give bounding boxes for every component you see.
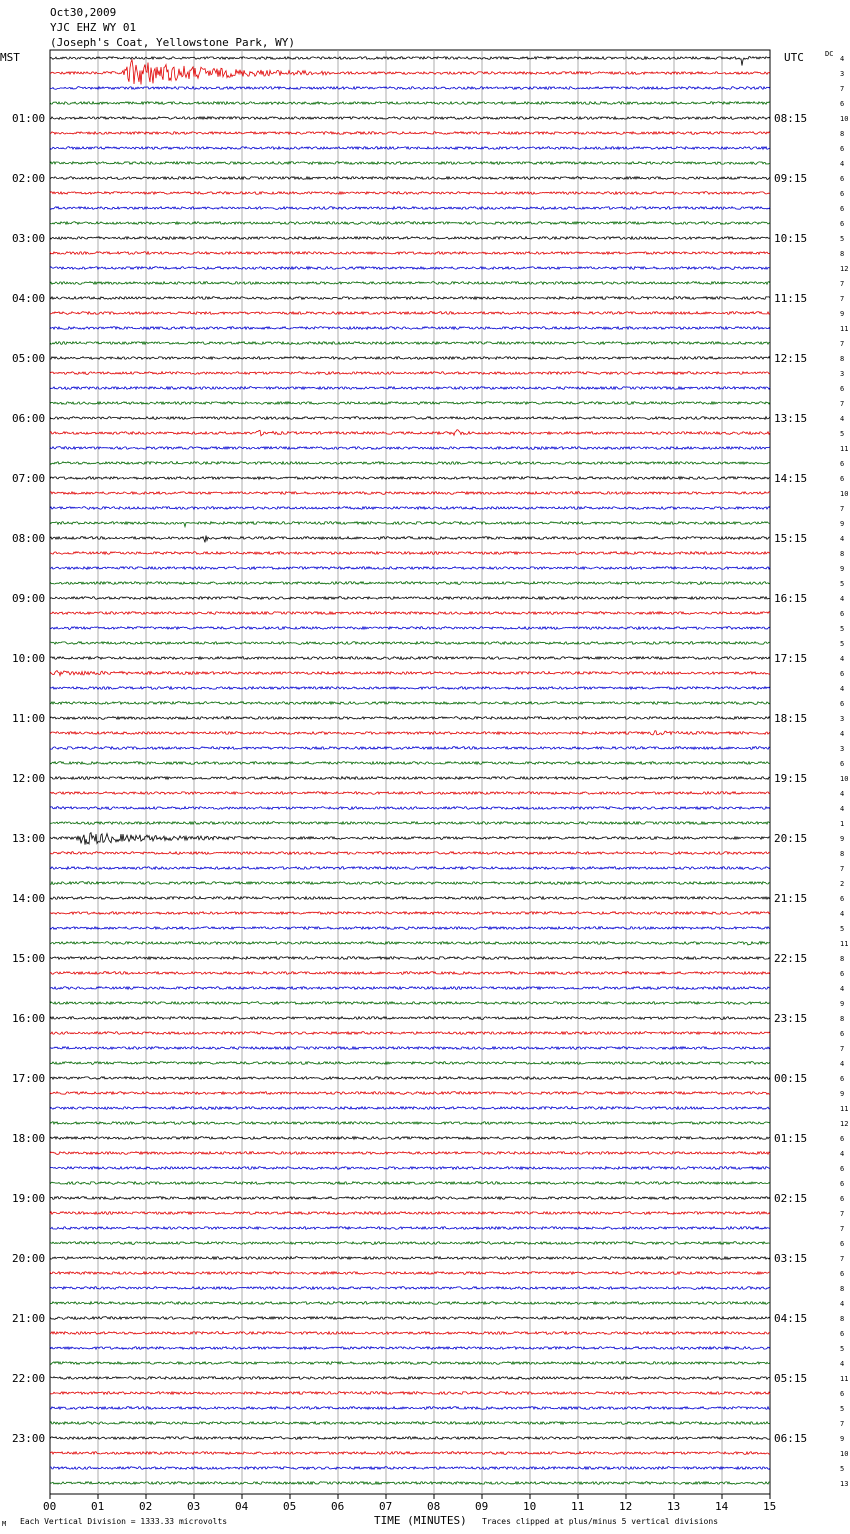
- dc-offset-label: 7: [840, 1045, 845, 1053]
- trace-row: [50, 852, 770, 855]
- right-hour-label: 23:15: [774, 1012, 808, 1025]
- dc-offset-label: 6: [840, 100, 845, 108]
- dc-offset-label: 6: [840, 1075, 845, 1083]
- dc-offset-label: 5: [840, 1465, 845, 1473]
- trace-row: [50, 207, 770, 210]
- dc-offset-label: 7: [840, 505, 845, 513]
- dc-offset-label: 4: [840, 805, 845, 813]
- dc-offset-label: 6: [840, 190, 845, 198]
- trace-row: [50, 552, 770, 555]
- dc-offset-label: 13: [840, 1480, 849, 1488]
- x-tick-label: 02: [139, 1500, 153, 1513]
- trace-row: [50, 1167, 770, 1170]
- dc-offset-label: 6: [840, 1270, 845, 1278]
- trace-row: [50, 1482, 770, 1485]
- trace-row: [50, 1332, 770, 1335]
- dc-offset-label: 6: [840, 145, 845, 153]
- right-hour-label: 16:15: [774, 592, 808, 605]
- dc-offset-label: 4: [840, 730, 845, 738]
- trace-row: [50, 252, 770, 255]
- trace-row: [50, 987, 770, 990]
- trace-row: [50, 522, 770, 527]
- trace-row: [50, 162, 770, 165]
- dc-offset-label: 10: [840, 490, 849, 498]
- trace-row: [50, 536, 770, 543]
- left-hour-label: 12:00: [12, 772, 46, 785]
- trace-row: [50, 132, 770, 135]
- trace-row: [50, 297, 770, 300]
- dc-offset-label: 9: [840, 1090, 845, 1098]
- trace-row: [50, 1047, 770, 1050]
- trace-row: [50, 1092, 770, 1095]
- dc-offset-label: 10: [840, 115, 849, 123]
- right-hour-label: 19:15: [774, 772, 808, 785]
- x-tick-label: 13: [667, 1500, 681, 1513]
- right-hour-label: 02:15: [774, 1192, 808, 1205]
- right-hour-label: 10:15: [774, 232, 808, 245]
- x-axis: [43, 1494, 776, 1513]
- trace-row: [50, 807, 770, 810]
- left-hour-label: 04:00: [12, 292, 46, 305]
- x-tick-label: 15: [763, 1500, 777, 1513]
- trace-row: [50, 177, 770, 180]
- x-tick-label: 04: [235, 1500, 249, 1513]
- x-tick-label: 05: [283, 1500, 297, 1513]
- x-axis-title: TIME (MINUTES): [374, 1514, 467, 1527]
- dc-offset-label: 4: [840, 1360, 845, 1368]
- x-tick-label: 10: [523, 1500, 537, 1513]
- trace-row: [50, 642, 770, 645]
- trace-row: [50, 117, 770, 120]
- dc-offset-label: 6: [840, 1180, 845, 1188]
- dc-offset-label: 5: [840, 235, 845, 243]
- trace-row: [50, 1182, 770, 1185]
- trace-row: [50, 1302, 770, 1305]
- trace-row: [50, 1467, 770, 1470]
- left-hour-label: 16:00: [12, 1012, 46, 1025]
- x-tick-label: 12: [619, 1500, 633, 1513]
- right-hour-label: 20:15: [774, 832, 808, 845]
- plot-frame: [50, 50, 770, 1494]
- left-hour-label: 09:00: [12, 592, 46, 605]
- dc-offset-label: 3: [840, 70, 845, 78]
- left-hour-label: 10:00: [12, 652, 46, 665]
- dc-offset-label: 10: [840, 1450, 849, 1458]
- right-hour-label: 18:15: [774, 712, 808, 725]
- trace-row: [50, 387, 770, 390]
- left-hour-label: 05:00: [12, 352, 46, 365]
- right-hour-label: 14:15: [774, 472, 808, 485]
- trace-row: [50, 567, 770, 570]
- dc-offset-label: 7: [840, 280, 845, 288]
- dc-offset-label: 8: [840, 1315, 845, 1323]
- right-hour-label: 12:15: [774, 352, 808, 365]
- dc-offset-label: 9: [840, 310, 845, 318]
- trace-row: [50, 833, 770, 845]
- dc-offset-label: 9: [840, 1435, 845, 1443]
- dc-offset-label: 3: [840, 370, 845, 378]
- left-hour-label: 14:00: [12, 892, 46, 905]
- trace-row: [50, 897, 770, 900]
- dc-offset-label: 6: [840, 460, 845, 468]
- trace-row: [50, 1377, 770, 1380]
- left-hour-label: 06:00: [12, 412, 46, 425]
- trace-row: [50, 1152, 770, 1155]
- dc-offset-label: 6: [840, 205, 845, 213]
- dc-offset-label: 4: [840, 1060, 845, 1068]
- trace-row: [50, 1017, 770, 1020]
- trace-row: [50, 237, 770, 240]
- trace-row: [50, 147, 770, 150]
- trace-row: [50, 342, 770, 345]
- x-tick-label: 00: [43, 1500, 57, 1513]
- dc-offset-label: 3: [840, 715, 845, 723]
- dc-offset-label: 7: [840, 1210, 845, 1218]
- trace-row: [50, 430, 770, 436]
- dc-offset-label: 4: [840, 55, 845, 63]
- right-hour-label: 04:15: [774, 1312, 808, 1325]
- dc-offset-label: 4: [840, 415, 845, 423]
- trace-row: [50, 717, 770, 720]
- dc-offset-label: 4: [840, 685, 845, 693]
- trace-row: [50, 762, 770, 765]
- right-hour-label: 05:15: [774, 1372, 808, 1385]
- trace-row: [50, 582, 770, 585]
- dc-offset-label: 6: [840, 1390, 845, 1398]
- left-hour-label: 13:00: [12, 832, 46, 845]
- x-tick-label: 14: [715, 1500, 729, 1513]
- dc-offset-label: 6: [840, 760, 845, 768]
- trace-row: [50, 492, 770, 495]
- left-hour-label: 01:00: [12, 112, 46, 125]
- dc-offset-label: 7: [840, 1420, 845, 1428]
- traces: [50, 57, 770, 1485]
- dc-offset-label: 4: [840, 1150, 845, 1158]
- dc-offset-label: 7: [840, 1225, 845, 1233]
- dc-offset-label: 4: [840, 910, 845, 918]
- trace-row: [50, 372, 770, 375]
- dc-offset-label: 7: [840, 85, 845, 93]
- right-hour-label: 03:15: [774, 1252, 808, 1265]
- trace-row: [50, 1122, 770, 1125]
- dc-offset-label: 5: [840, 625, 845, 633]
- trace-row: [50, 417, 770, 420]
- dc-offset-label: 6: [840, 1330, 845, 1338]
- trace-row: [50, 267, 770, 270]
- grid: [50, 50, 770, 1494]
- dc-offset-label: 8: [840, 850, 845, 858]
- trace-row: [50, 882, 770, 885]
- dc-offset-label: 6: [840, 1030, 845, 1038]
- trace-row: [50, 477, 770, 480]
- dc-offset-label: 7: [840, 400, 845, 408]
- dc-offset-label: 9: [840, 1000, 845, 1008]
- trace-row: [50, 1242, 770, 1245]
- trace-row: [50, 462, 770, 465]
- trace-row: [50, 1407, 770, 1410]
- left-hour-label: 18:00: [12, 1132, 46, 1145]
- clip-note: Traces clipped at plus/minus 5 vertical divisions: [482, 1517, 719, 1526]
- x-tick-label: 11: [571, 1500, 585, 1513]
- dc-offset-label: 3: [840, 745, 845, 753]
- trace-row: [50, 1272, 770, 1275]
- trace-row: [50, 597, 770, 600]
- dc-offset-label: 1: [840, 820, 845, 828]
- trace-row: [50, 777, 770, 780]
- dc-offset-label: 6: [840, 970, 845, 978]
- trace-row: [50, 912, 770, 915]
- trace-row: [50, 792, 770, 795]
- right-hour-label: 00:15: [774, 1072, 808, 1085]
- dc-offset-label: 11: [840, 325, 849, 333]
- right-hour-label: 09:15: [774, 172, 808, 185]
- trace-row: [50, 687, 770, 690]
- dc-offset-label: 5: [840, 1345, 845, 1353]
- trace-row: [50, 1452, 770, 1455]
- x-tick-label: 08: [427, 1500, 441, 1513]
- scale-note: Each Vertical Division = 1333.33 microvolts: [20, 1517, 228, 1526]
- left-hour-label: 21:00: [12, 1312, 46, 1325]
- dc-offset-label: 4: [840, 790, 845, 798]
- right-hour-label: 08:15: [774, 112, 808, 125]
- trace-row: [50, 867, 770, 870]
- trace-row: [50, 1287, 770, 1290]
- dc-offset-label: 8: [840, 955, 845, 963]
- dc-offset-label: 4: [840, 655, 845, 663]
- right-hour-labels: [774, 112, 807, 1445]
- dc-offset-label: 6: [840, 700, 845, 708]
- dc-offset-label: 7: [840, 295, 845, 303]
- trace-row: [50, 1362, 770, 1365]
- left-hour-label: 17:00: [12, 1072, 46, 1085]
- dc-offset-label: 6: [840, 220, 845, 228]
- dc-offset-label: 11: [840, 1375, 849, 1383]
- left-hour-label: 22:00: [12, 1372, 46, 1385]
- right-hour-label: 13:15: [774, 412, 808, 425]
- trace-row: [50, 747, 770, 750]
- trace-row: [50, 731, 770, 735]
- left-hour-label: 15:00: [12, 952, 46, 965]
- dc-offset-label: 6: [840, 1135, 845, 1143]
- x-tick-label: 03: [187, 1500, 201, 1513]
- dc-offset-label: 8: [840, 1015, 845, 1023]
- dc-offset-label: 6: [840, 1195, 845, 1203]
- dc-offset-label: 6: [840, 895, 845, 903]
- right-hour-label: 11:15: [774, 292, 808, 305]
- trace-row: [50, 822, 770, 825]
- x-tick-label: 01: [91, 1500, 105, 1513]
- dc-offset-label: 6: [840, 610, 845, 618]
- trace-row: [50, 282, 770, 285]
- header-station: YJC EHZ WY 01: [50, 21, 137, 34]
- trace-row: [50, 1347, 770, 1350]
- right-hour-label: 21:15: [774, 892, 808, 905]
- left-hour-label: 11:00: [12, 712, 46, 725]
- trace-row: [50, 192, 770, 195]
- dc-offset-label: 11: [840, 445, 849, 453]
- dc-offset-label: 5: [840, 580, 845, 588]
- dc-offset-label: 4: [840, 595, 845, 603]
- trace-row: [50, 1212, 770, 1215]
- x-tick-label: 09: [475, 1500, 489, 1513]
- trace-row: [50, 1197, 770, 1200]
- header-location: (Joseph's Coat, Yellowstone Park, WY): [50, 36, 296, 49]
- dc-offset-label: 7: [840, 1255, 845, 1263]
- right-hour-label: 22:15: [774, 952, 808, 965]
- dc-offset-label: 6: [840, 1165, 845, 1173]
- dc-offset-label: 2: [840, 880, 845, 888]
- x-tick-label: 06: [331, 1500, 345, 1513]
- dc-offset-label: 4: [840, 985, 845, 993]
- trace-row: [50, 1032, 770, 1035]
- dc-offset-label: 12: [840, 265, 849, 273]
- left-hour-label: 03:00: [12, 232, 46, 245]
- trace-row: [50, 60, 770, 85]
- trace-row: [50, 972, 770, 975]
- trace-row: [50, 1062, 770, 1065]
- dc-offset-label: 5: [840, 925, 845, 933]
- dc-offset-label: 4: [840, 535, 845, 543]
- dc-offset-label: 5: [840, 640, 845, 648]
- trace-row: [50, 942, 770, 946]
- dc-offset-label: 8: [840, 550, 845, 558]
- trace-row: [50, 1107, 770, 1110]
- dc-offset-labels: [840, 55, 848, 1488]
- trace-row: [50, 402, 770, 405]
- left-zone-label: MST: [0, 51, 20, 64]
- trace-row: [50, 671, 770, 676]
- dc-offset-label: 6: [840, 670, 845, 678]
- right-hour-label: 17:15: [774, 652, 808, 665]
- dc-offset-label: 6: [840, 385, 845, 393]
- dc-offset-label: 7: [840, 340, 845, 348]
- dc-offset-label: 8: [840, 1285, 845, 1293]
- left-hour-label: 02:00: [12, 172, 46, 185]
- dc-offset-label: 9: [840, 565, 845, 573]
- left-hour-label: 20:00: [12, 1252, 46, 1265]
- dc-offset-label: 7: [840, 865, 845, 873]
- dc-offset-label: 8: [840, 130, 845, 138]
- dc-offset-label: 9: [840, 520, 845, 528]
- trace-row: [50, 627, 770, 630]
- trace-row: [50, 57, 770, 66]
- trace-row: [50, 102, 770, 105]
- dc-offset-label: 6: [840, 1240, 845, 1248]
- trace-row: [50, 1437, 770, 1440]
- corner-mark: M: [2, 1520, 7, 1528]
- trace-row: [50, 222, 770, 225]
- trace-row: [50, 327, 770, 330]
- dc-offset-label: 5: [840, 1405, 845, 1413]
- left-hour-label: 07:00: [12, 472, 46, 485]
- left-hour-label: 08:00: [12, 532, 46, 545]
- dc-offset-label: 4: [840, 160, 845, 168]
- dc-offset-label: 11: [840, 1105, 849, 1113]
- trace-row: [50, 1227, 770, 1230]
- left-hour-labels: [12, 112, 45, 1445]
- trace-row: [50, 1077, 770, 1080]
- left-hour-label: 23:00: [12, 1432, 46, 1445]
- dc-offset-label: 11: [840, 940, 849, 948]
- right-hour-label: 01:15: [774, 1132, 808, 1145]
- right-zone-label: UTC: [784, 51, 804, 64]
- dc-label: DC: [825, 50, 834, 58]
- dc-offset-label: 4: [840, 1300, 845, 1308]
- trace-row: [50, 702, 770, 705]
- trace-row: [50, 357, 770, 360]
- header-date: Oct30,2009: [50, 6, 117, 19]
- dc-offset-label: 10: [840, 775, 849, 783]
- left-hour-label: 19:00: [12, 1192, 46, 1205]
- trace-row: [50, 657, 770, 660]
- right-hour-label: 15:15: [774, 532, 808, 545]
- dc-offset-label: 6: [840, 475, 845, 483]
- trace-row: [50, 312, 770, 315]
- dc-offset-label: 5: [840, 430, 845, 438]
- dc-offset-label: 9: [840, 835, 845, 843]
- dc-offset-label: 6: [840, 175, 845, 183]
- trace-row: [50, 612, 770, 615]
- trace-row: [50, 1422, 770, 1425]
- trace-row: [50, 927, 770, 930]
- trace-row: [50, 447, 770, 450]
- dc-offset-label: 8: [840, 250, 845, 258]
- trace-row: [50, 1392, 770, 1395]
- trace-row: [50, 507, 770, 510]
- trace-row: [50, 1317, 770, 1320]
- x-tick-label: 07: [379, 1500, 393, 1513]
- trace-row: [50, 1257, 770, 1260]
- trace-row: [50, 1137, 770, 1140]
- right-hour-label: 06:15: [774, 1432, 808, 1445]
- trace-row: [50, 1002, 770, 1005]
- trace-row: [50, 87, 770, 90]
- dc-offset-label: 8: [840, 355, 845, 363]
- dc-offset-label: 12: [840, 1120, 849, 1128]
- trace-row: [50, 957, 770, 960]
